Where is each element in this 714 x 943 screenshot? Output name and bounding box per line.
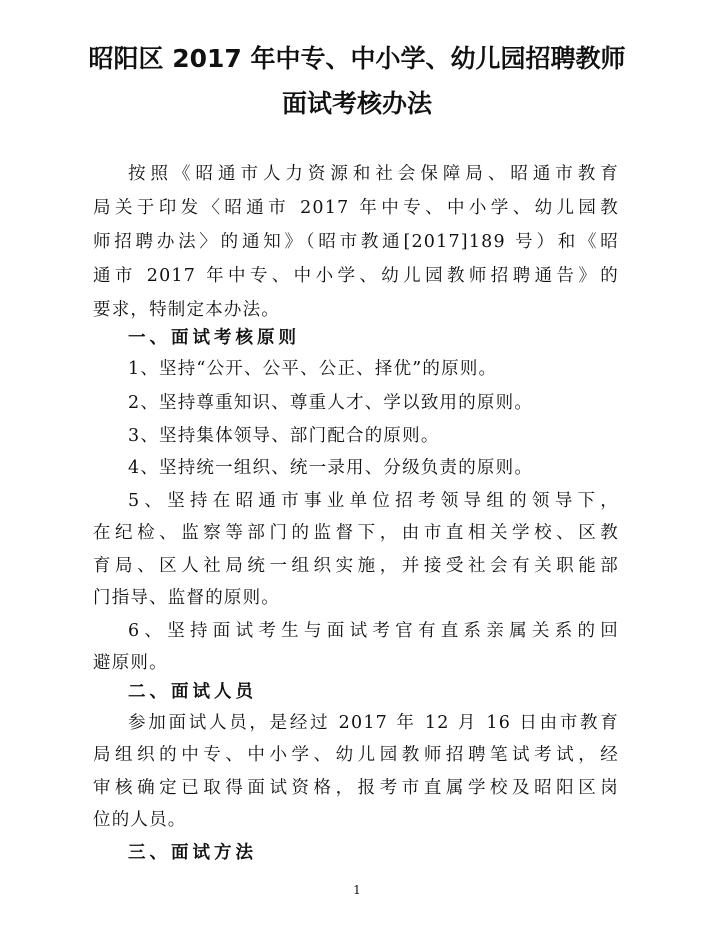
document-title-line-2: 面试考核办法 xyxy=(281,89,432,118)
personnel-line: 参加面试人员，是经过 2017 年 12 月 16 日由市教育 xyxy=(128,713,619,733)
section-heading-principles: 一、面试考核原则 xyxy=(128,328,300,348)
principle-line: 育局、区人社局统一组织实施，并接受社会有关职能部 xyxy=(93,556,619,576)
document-title-line-1: 昭阳区 2017 年中专、中小学、幼儿园招聘教师 xyxy=(88,44,626,73)
personnel-line: 审核确定已取得面试资格，报考市直属学校及昭阳区岗 xyxy=(93,778,619,798)
principle-line: 6、坚持面试考生与面试考官有直系亲属关系的回 xyxy=(128,621,619,641)
personnel-line: 位的人员。 xyxy=(93,810,187,830)
principle-line: 3、坚持集体领导、部门配合的原则。 xyxy=(128,426,440,446)
principle-line: 5、坚持在昭通市事业单位招考领导组的领导下， xyxy=(128,491,619,511)
intro-line: 要求，特制定本办法。 xyxy=(93,300,280,320)
page-number: 1 xyxy=(353,883,361,897)
principle-line: 2、坚持尊重知识、尊重人才、学以致用的原则。 xyxy=(128,393,534,413)
principle-line: 在纪检、监察等部门的监督下，由市直相关学校、区教 xyxy=(93,523,619,543)
intro-line: 师招聘办法〉的通知》（昭市教通[2017]189 号）和《昭 xyxy=(93,232,619,252)
intro-line: 通市 2017 年中专、中小学、幼儿园教师招聘通告》的 xyxy=(93,266,619,286)
intro-line: 局关于印发〈昭通市 2017 年中专、中小学、幼儿园教 xyxy=(93,198,619,218)
intro-line: 按照《昭通市人力资源和社会保障局、昭通市教育 xyxy=(128,164,619,184)
principle-line: 1、坚持“公开、公平、公正、择优”的原则。 xyxy=(128,359,498,379)
section-heading-personnel: 二、面试人员 xyxy=(128,682,257,702)
personnel-line: 局组织的中专、中小学、幼儿园教师招聘笔试考试，经 xyxy=(93,745,619,765)
section-heading-method: 三、面试方法 xyxy=(128,843,257,863)
principle-line: 4、坚持统一组织、统一录用、分级负责的原则。 xyxy=(128,458,534,478)
principle-line: 避原则。 xyxy=(93,653,168,673)
principle-line: 门指导、监督的原则。 xyxy=(93,588,280,608)
